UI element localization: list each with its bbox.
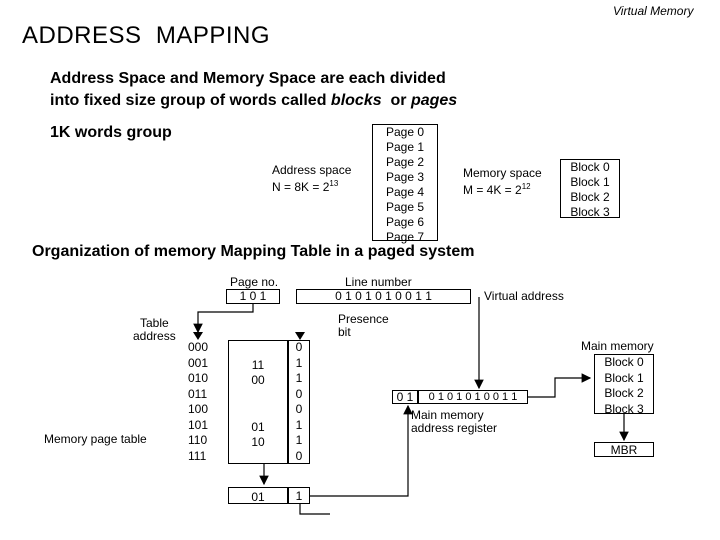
or-text: or xyxy=(381,92,411,109)
address-space-exponent: 13 xyxy=(329,179,339,188)
block-entry: Block 0 xyxy=(570,160,610,174)
table-address-entry: 011 xyxy=(188,386,208,401)
pages-term: pages xyxy=(410,92,458,109)
virtual-address-label: Virtual address xyxy=(484,289,564,303)
block-entry: Block 1 xyxy=(570,175,610,189)
page-entry: Page 4 xyxy=(385,185,425,199)
memory-space-base: M = 4K = 2 xyxy=(463,183,522,197)
mar-label-line-1: Main memory xyxy=(411,408,484,422)
page-table-block-entry: 10 xyxy=(251,435,265,449)
output-block-bits: 01 xyxy=(251,490,265,504)
main-memory-block-entry: Block 2 xyxy=(604,386,644,400)
table-address-entry: 100 xyxy=(188,402,209,416)
table-address-entry: 101 xyxy=(188,417,209,432)
intro-line-1: Address Space and Memory Space are each divided xyxy=(50,70,446,87)
main-memory-block-entry: Block 1 xyxy=(604,370,644,385)
page-entry: Page 6 xyxy=(385,215,425,229)
line-number-label: Line number xyxy=(345,275,412,289)
mar-line-bits: 0 1 0 1 0 1 0 0 1 1 xyxy=(428,391,518,403)
table-address-line-2: address xyxy=(133,329,176,343)
presence-bit-pointer xyxy=(295,332,305,340)
table-address-entry: 010 xyxy=(188,371,209,385)
page-entry: Page 3 xyxy=(385,170,425,184)
page-table-presence-entry: 1 xyxy=(295,417,303,432)
slide-title: ADDRESS MAPPING xyxy=(22,22,271,49)
output-presence-bit: 1 xyxy=(295,489,303,503)
page-table-presence-entry: 1 xyxy=(295,433,303,447)
page-table-presence-entry: 0 xyxy=(295,340,303,354)
page-table-block-entry: 11 xyxy=(251,357,265,372)
page-table-block-entry: 00 xyxy=(251,373,265,387)
page-entry: Page 2 xyxy=(385,155,425,169)
address-space-title: Address space xyxy=(272,163,352,177)
table-address-entry: 111 xyxy=(188,448,207,463)
page-no-bits: 1 0 1 xyxy=(239,289,267,303)
page-table-presence-entry: 0 xyxy=(295,386,303,401)
mar-to-memory-line xyxy=(528,378,590,397)
section-title: Organization of memory Mapping Table in a paged system xyxy=(32,243,475,260)
group-label: 1K words group xyxy=(50,124,172,141)
presence-to-mar-line xyxy=(300,504,330,514)
memory-page-table-label: Memory page table xyxy=(44,432,147,446)
table-address-pointer xyxy=(193,332,203,340)
table-address-entry: 110 xyxy=(188,433,208,447)
page-entry: Page 5 xyxy=(385,200,425,214)
mbr-label: MBR xyxy=(610,443,638,457)
presence-label-line-1: Presence xyxy=(338,312,389,326)
page-table-block-entry: 01 xyxy=(251,419,265,434)
intro-text: into fixed size group of words called xyxy=(50,92,331,109)
memory-space-title: Memory space xyxy=(463,166,542,180)
mar-label-line-2: address register xyxy=(411,421,498,435)
mar-block-bits: 0 1 xyxy=(396,390,414,404)
main-memory-block-entry: Block 3 xyxy=(604,401,644,416)
page-table-presence-entry: 0 xyxy=(295,448,303,463)
page-entry: Page 1 xyxy=(385,140,425,154)
block-entry: Block 3 xyxy=(570,205,610,219)
table-address-entry: 001 xyxy=(188,355,209,370)
page-table-presence-entry: 1 xyxy=(295,355,303,370)
blocks-term: blocks xyxy=(330,92,382,109)
page-table-presence-entry: 1 xyxy=(295,371,303,385)
page-no-to-table-line xyxy=(198,304,253,332)
table-address-line-1: Table xyxy=(140,316,169,330)
page-entry: Page 7 xyxy=(385,230,425,244)
main-memory-title: Main memory xyxy=(581,339,654,353)
table-address-entry: 000 xyxy=(188,340,209,354)
output-to-mar-line xyxy=(310,406,408,496)
block-entry: Block 2 xyxy=(570,190,610,204)
page-no-label: Page no. xyxy=(230,275,279,289)
presence-label-line-2: bit xyxy=(338,325,351,339)
line-number-bits: 0 1 0 1 0 1 0 0 1 1 xyxy=(335,289,432,303)
section-label: Virtual Memory xyxy=(613,4,694,18)
memory-space-exponent: 12 xyxy=(521,182,531,191)
page-entry: Page 0 xyxy=(385,125,425,139)
main-memory-block-entry: Block 0 xyxy=(604,355,644,369)
page-table-presence-entry: 0 xyxy=(295,402,303,416)
address-space-base: N = 8K = 2 xyxy=(272,180,330,194)
